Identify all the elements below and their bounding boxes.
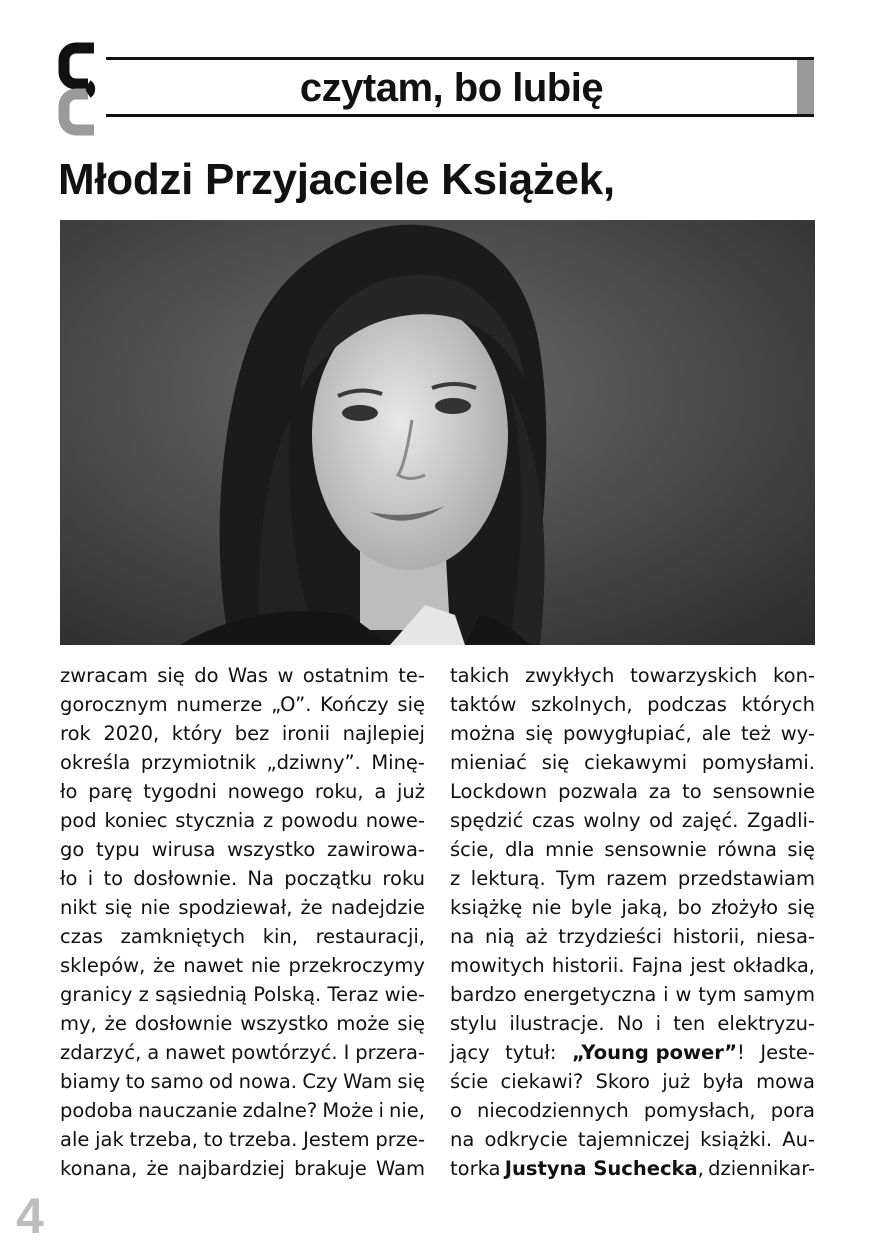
portrait-photo <box>60 220 815 645</box>
text-line: ście, dla mnie sensownie równa się <box>450 838 815 861</box>
text-line: bardzo energetyczna i w tym samym <box>450 983 815 1006</box>
text-line: na odkrycie tajemniczej książki. Au- <box>450 1128 815 1151</box>
text-line: konana, że najbardziej brakuje Wam <box>60 1157 425 1180</box>
text-line: o niecodziennych pomysłach, pora <box>450 1099 815 1122</box>
text-line: określa przymiotnik „dziwny”. Minę- <box>60 751 425 774</box>
text-line: mieniać się ciekawymi pomysłami. <box>450 751 815 774</box>
text-line: my, że dosłownie wszystko może się <box>60 1012 425 1035</box>
text-line: Lockdown pozwala za to sensownie <box>450 780 815 803</box>
linked-c-logo-icon <box>58 42 104 136</box>
body-column-left <box>60 661 425 1183</box>
text-line: taktów szkolnych, podczas których <box>450 693 815 716</box>
text-line: podoba nauczanie zdalne? Może i nie, <box>60 1099 425 1122</box>
body-column-right <box>450 661 815 1183</box>
text-line: ło i to dosłownie. Na początku roku <box>60 867 425 890</box>
text-line: torka Justyna Suchecka, dziennikar- <box>450 1157 815 1180</box>
text-line: go typu wirusa wszystko zawirowa- <box>60 838 425 861</box>
text-line: z lekturą. Tym razem przedstawiam <box>450 867 815 890</box>
text-line: można się powygłupiać, ale też wy- <box>450 722 815 745</box>
text-line: takich zwykłych towarzyskich kon- <box>450 664 815 687</box>
text-line: na nią aż trzydzieści historii, niesa- <box>450 925 815 948</box>
text-line: pod koniec stycznia z powodu nowe- <box>60 809 425 832</box>
section-title: czytam, bo lubię <box>299 66 604 110</box>
text-line: ło parę tygodni nowego roku, a już <box>60 780 425 803</box>
text-line: sklepów, że nawet nie przekroczymy <box>60 954 425 977</box>
text-line: książkę nie byle jaką, bo złożyło się <box>450 896 815 919</box>
text-line: czas zamkniętych kin, restauracji, <box>60 925 425 948</box>
text-line: ście ciekawi? Skoro już była mowa <box>450 1070 815 1093</box>
text-line: stylu ilustracje. No i ten elektryzu- <box>450 1012 815 1035</box>
header-accent-bar <box>797 60 814 114</box>
text-line: spędzić czas wolny od zajęć. Zgadli- <box>450 809 815 832</box>
text-line: biamy to samo od nowa. Czy Wam się <box>60 1070 425 1093</box>
text-line: granicy z sąsiednią Polską. Teraz wie- <box>60 983 425 1006</box>
page-number: 4 <box>16 1188 44 1244</box>
text-line: rok 2020, który bez ironii najlepiej <box>60 722 425 745</box>
text-line: ale jak trzeba, to trzeba. Jestem prze- <box>60 1128 425 1151</box>
section-header <box>106 57 814 117</box>
text-line: jący tytuł: „Young power”! Jeste- <box>450 1041 815 1064</box>
text-line: gorocznym numerze „O”. Kończy się <box>60 693 425 716</box>
text-line: zdarzyć, a nawet powtórzyć. I przera- <box>60 1041 425 1064</box>
text-line: zwracam się do Was w ostatnim te- <box>60 664 425 687</box>
text-line: mowitych historii. Fajna jest okładka, <box>450 954 815 977</box>
text-line: nikt się nie spodziewał, że nadejdzie <box>60 896 425 919</box>
article-title: Młodzi Przyjaciele Książek, <box>58 155 615 204</box>
